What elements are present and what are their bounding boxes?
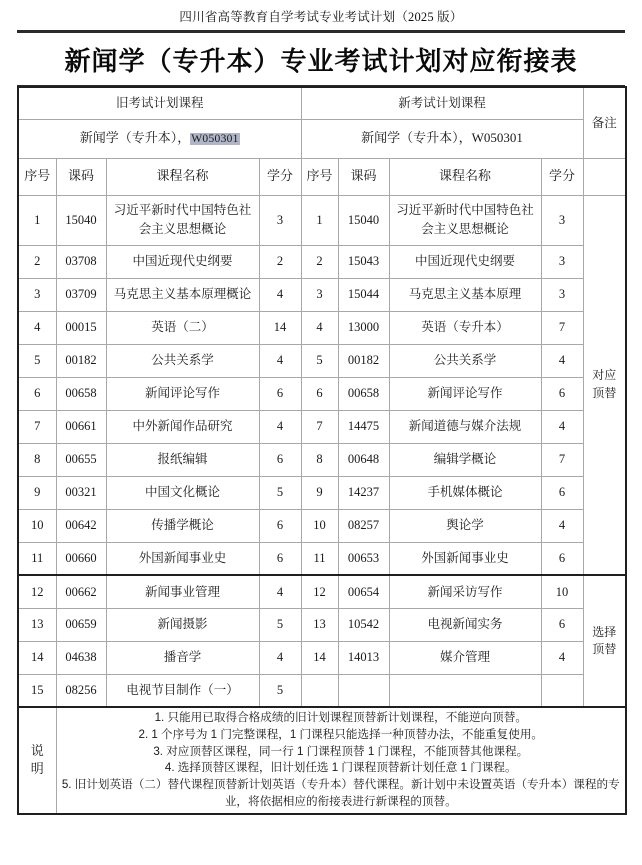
cell-old-name: 电视节目制作（一）	[106, 674, 259, 707]
cell-new-name: 英语（专升本）	[389, 311, 541, 344]
group-header-old-plan: 旧考试计划课程	[18, 87, 301, 119]
cell-new-credit: 6	[541, 476, 583, 509]
cell-new-code	[338, 674, 389, 707]
cell-old-credit: 5	[259, 476, 301, 509]
col-header-old-credit: 学分	[259, 158, 301, 195]
cell-old-name: 习近平新时代中国特色社会主义思想概论	[106, 195, 259, 245]
new-plan-major: 新闻学（专升本），W050301	[301, 119, 583, 158]
course-mapping-table	[17, 86, 627, 815]
cell-old-credit: 3	[259, 195, 301, 245]
cell-old-credit: 4	[259, 344, 301, 377]
cell-old-credit: 4	[259, 641, 301, 674]
group-header-new-plan: 新考试计划课程	[301, 87, 583, 119]
plan-name-row	[18, 119, 626, 158]
notes-label-char-1: 说	[30, 742, 44, 758]
cell-new-no: 7	[301, 410, 338, 443]
cell-old-code: 00655	[56, 443, 106, 476]
cell-old-name: 中外新闻作品研究	[106, 410, 259, 443]
table-row	[18, 608, 626, 641]
table-row	[18, 278, 626, 311]
cell-old-code: 00658	[56, 377, 106, 410]
cell-old-no: 2	[18, 245, 56, 278]
cell-old-code: 08256	[56, 674, 106, 707]
cell-old-no: 9	[18, 476, 56, 509]
old-plan-major-code: W050301	[191, 133, 239, 146]
cell-old-no: 8	[18, 443, 56, 476]
cell-old-credit: 6	[259, 509, 301, 542]
cell-old-credit: 6	[259, 443, 301, 476]
cell-old-no: 7	[18, 410, 56, 443]
cell-old-no: 4	[18, 311, 56, 344]
cell-new-no: 12	[301, 575, 338, 608]
table-row	[18, 195, 626, 245]
cell-old-code: 03709	[56, 278, 106, 311]
cell-new-credit: 10	[541, 575, 583, 608]
cell-new-code: 14237	[338, 476, 389, 509]
cell-new-name: 新闻采访写作	[389, 575, 541, 608]
cell-new-credit: 6	[541, 542, 583, 575]
cell-new-code: 14013	[338, 641, 389, 674]
note-item: 2. 1 个序号为 1 门完整课程，1 门课程只能选择一种顶替办法，不能重复使用。	[138, 727, 544, 741]
cell-new-no	[301, 674, 338, 707]
notes-row	[18, 707, 626, 814]
cell-new-credit: 3	[541, 278, 583, 311]
cell-old-code: 15040	[56, 195, 106, 245]
col-header-new-credit: 学分	[541, 158, 583, 195]
cell-old-name: 中国近现代史纲要	[106, 245, 259, 278]
cell-old-no: 14	[18, 641, 56, 674]
cell-new-credit: 6	[541, 377, 583, 410]
cell-new-name: 手机媒体概论	[389, 476, 541, 509]
cell-old-no: 13	[18, 608, 56, 641]
cell-new-no: 10	[301, 509, 338, 542]
cell-old-no: 5	[18, 344, 56, 377]
cell-old-code: 00321	[56, 476, 106, 509]
cell-new-code: 13000	[338, 311, 389, 344]
cell-new-credit: 4	[541, 344, 583, 377]
cell-old-credit: 14	[259, 311, 301, 344]
table-row	[18, 575, 626, 608]
cell-old-name: 新闻摄影	[106, 608, 259, 641]
group-header-remark: 备注	[583, 87, 626, 158]
notes-label	[18, 707, 56, 814]
cell-new-credit: 4	[541, 641, 583, 674]
cell-new-credit: 7	[541, 443, 583, 476]
cell-new-name: 新闻道德与媒介法规	[389, 410, 541, 443]
cell-new-no: 4	[301, 311, 338, 344]
cell-old-name: 外国新闻事业史	[106, 542, 259, 575]
group-header-row	[18, 87, 626, 119]
col-header-new-name: 课程名称	[389, 158, 541, 195]
page-title: 新闻学（专升本）专业考试计划对应衔接表	[64, 47, 578, 76]
cell-new-no: 9	[301, 476, 338, 509]
cell-new-credit	[541, 674, 583, 707]
notes-label-char-2: 明	[30, 761, 44, 777]
cell-old-code: 00662	[56, 575, 106, 608]
cell-new-no: 5	[301, 344, 338, 377]
table-row	[18, 344, 626, 377]
cell-new-code: 14475	[338, 410, 389, 443]
cell-new-credit: 3	[541, 245, 583, 278]
table-row	[18, 509, 626, 542]
cell-old-name: 马克思主义基本原理概论	[106, 278, 259, 311]
cell-new-no: 8	[301, 443, 338, 476]
cell-old-credit: 5	[259, 608, 301, 641]
cell-old-code: 00015	[56, 311, 106, 344]
cell-new-name: 电视新闻实务	[389, 608, 541, 641]
cell-old-name: 传播学概论	[106, 509, 259, 542]
table-container	[17, 86, 625, 815]
cell-old-credit: 4	[259, 410, 301, 443]
cell-new-credit: 6	[541, 608, 583, 641]
cell-old-code: 00642	[56, 509, 106, 542]
note-item: 4. 选择顶替区课程，旧计划任选 1 门课程顶替新计划任意 1 门课程。	[164, 761, 517, 775]
col-header-old-name: 课程名称	[106, 158, 259, 195]
table-row	[18, 377, 626, 410]
cell-old-credit: 4	[259, 575, 301, 608]
cell-old-name: 播音学	[106, 641, 259, 674]
cell-new-credit: 4	[541, 509, 583, 542]
cell-old-code: 00661	[56, 410, 106, 443]
cell-old-no: 10	[18, 509, 56, 542]
cell-new-code: 00182	[338, 344, 389, 377]
cell-old-no: 1	[18, 195, 56, 245]
cell-new-name	[389, 674, 541, 707]
cell-new-no: 11	[301, 542, 338, 575]
table-row	[18, 311, 626, 344]
table-row	[18, 542, 626, 575]
table-row	[18, 245, 626, 278]
cell-new-no: 14	[301, 641, 338, 674]
cell-old-no: 6	[18, 377, 56, 410]
cell-old-credit: 4	[259, 278, 301, 311]
cell-new-no: 6	[301, 377, 338, 410]
cell-new-code: 15040	[338, 195, 389, 245]
cell-old-code: 00182	[56, 344, 106, 377]
remark-optional: 选择顶替	[583, 575, 626, 707]
cell-new-code: 00653	[338, 542, 389, 575]
note-item: 5. 旧计划英语（二）替代课程顶替新计划英语（专升本）替代课程。新计划中未设置英语（专升本）课程的专业，将依据相应的衔接表进行新课程的顶替。	[61, 778, 620, 808]
cell-old-no: 3	[18, 278, 56, 311]
cell-new-code: 08257	[338, 509, 389, 542]
col-header-new-no: 序号	[301, 158, 338, 195]
note-item: 3. 对应顶替区课程，同一行 1 门课程顶替 1 门课程，不能顶替其他课程。	[153, 744, 529, 758]
column-header-row	[18, 158, 626, 195]
table-row	[18, 410, 626, 443]
table-row	[18, 641, 626, 674]
cell-old-name: 中国文化概论	[106, 476, 259, 509]
cell-new-name: 外国新闻事业史	[389, 542, 541, 575]
cell-new-name: 习近平新时代中国特色社会主义思想概论	[389, 195, 541, 245]
remark-corresponding: 对应顶替	[583, 195, 626, 575]
cell-new-code: 15044	[338, 278, 389, 311]
col-header-remark-spacer	[583, 158, 626, 195]
table-row	[18, 476, 626, 509]
cell-new-code: 00658	[338, 377, 389, 410]
cell-old-code: 00659	[56, 608, 106, 641]
old-plan-major	[18, 119, 301, 158]
cell-old-credit: 5	[259, 674, 301, 707]
cell-new-name: 新闻评论写作	[389, 377, 541, 410]
cell-old-code: 03708	[56, 245, 106, 278]
cell-new-name: 舆论学	[389, 509, 541, 542]
cell-old-no: 12	[18, 575, 56, 608]
table-row	[18, 443, 626, 476]
cell-old-name: 新闻评论写作	[106, 377, 259, 410]
document-header-line: 四川省高等教育自学考试专业考试计划（2025 版）	[179, 10, 463, 24]
cell-old-name: 公共关系学	[106, 344, 259, 377]
cell-old-credit: 6	[259, 542, 301, 575]
cell-new-no: 2	[301, 245, 338, 278]
notes-body	[56, 707, 626, 814]
cell-old-name: 新闻事业管理	[106, 575, 259, 608]
cell-new-name: 马克思主义基本原理	[389, 278, 541, 311]
cell-new-no: 1	[301, 195, 338, 245]
col-header-old-no: 序号	[18, 158, 56, 195]
cell-old-no: 11	[18, 542, 56, 575]
col-header-new-code: 课码	[338, 158, 389, 195]
cell-new-code: 10542	[338, 608, 389, 641]
cell-new-code: 00648	[338, 443, 389, 476]
cell-old-credit: 6	[259, 377, 301, 410]
cell-new-code: 00654	[338, 575, 389, 608]
cell-old-name: 报纸编辑	[106, 443, 259, 476]
cell-old-code: 04638	[56, 641, 106, 674]
cell-old-name: 英语（二）	[106, 311, 259, 344]
cell-old-no: 15	[18, 674, 56, 707]
cell-new-credit: 7	[541, 311, 583, 344]
table-row	[18, 674, 626, 707]
cell-new-name: 公共关系学	[389, 344, 541, 377]
cell-old-code: 00660	[56, 542, 106, 575]
cell-new-credit: 4	[541, 410, 583, 443]
cell-new-code: 15043	[338, 245, 389, 278]
cell-new-credit: 3	[541, 195, 583, 245]
cell-new-no: 13	[301, 608, 338, 641]
cell-new-name: 编辑学概论	[389, 443, 541, 476]
col-header-old-code: 课码	[56, 158, 106, 195]
cell-new-no: 3	[301, 278, 338, 311]
cell-new-name: 媒介管理	[389, 641, 541, 674]
cell-old-credit: 2	[259, 245, 301, 278]
cell-new-name: 中国近现代史纲要	[389, 245, 541, 278]
old-plan-major-label: 新闻学（专升本），	[79, 130, 191, 146]
note-item: 1. 只能用已取得合格成绩的旧计划课程顶替新计划课程，不能逆向顶替。	[154, 711, 527, 724]
